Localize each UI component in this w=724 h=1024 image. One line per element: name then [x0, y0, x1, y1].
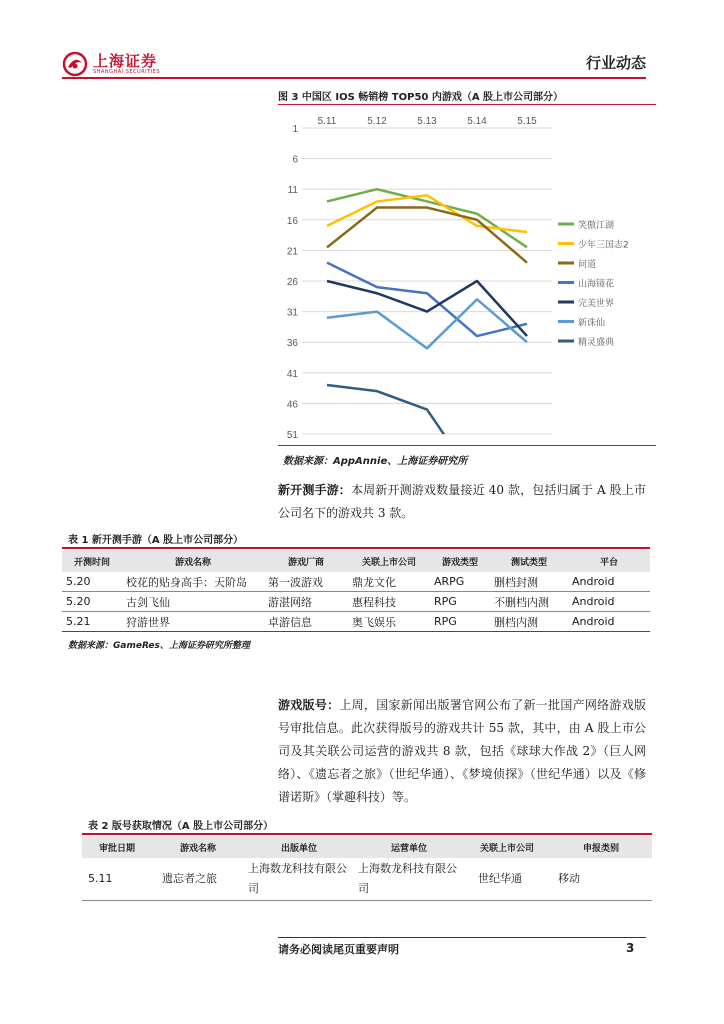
col-header: 测试类型 [490, 550, 568, 572]
y-tick-label: 31 [286, 307, 298, 319]
table-cell: 鼎龙文化 [348, 572, 430, 592]
col-header: 游戏名称 [122, 550, 264, 572]
table-header-row [62, 550, 650, 572]
table-cell: 不删档内测 [490, 592, 568, 612]
y-tick-label: 6 [292, 154, 298, 166]
legend-label: 笑傲江湖 [578, 221, 615, 231]
col-header: 关联上市公司 [464, 836, 550, 858]
license-paragraph [278, 694, 646, 809]
table-cell: 世纪华通 [464, 858, 550, 900]
table-cell: RPG [430, 612, 490, 632]
series-line [327, 385, 477, 442]
col-header: 开测时间 [62, 550, 122, 572]
figure-bottom-rule [278, 445, 656, 446]
table-cell: Android [568, 572, 650, 592]
table-header-row [82, 836, 652, 858]
table-cell: 惠程科技 [348, 592, 430, 612]
y-tick-label: 36 [286, 338, 298, 350]
y-tick-label: 16 [286, 215, 298, 227]
table-cell: Android [568, 592, 650, 612]
y-tick-label: 51 [286, 430, 298, 441]
table-cell: 删档封测 [490, 572, 568, 592]
figure-source: 数据来源：AppAnnie、上海证券研究所 [283, 456, 468, 467]
legend-label: 少年三国志2 [578, 240, 629, 251]
table-cell: Android [568, 612, 650, 632]
footer-divider [278, 937, 646, 938]
header-divider [62, 77, 646, 79]
table-row [62, 612, 650, 632]
legend-label: 新诛仙 [578, 318, 606, 329]
y-tick-label: 46 [286, 399, 298, 411]
license-table [82, 836, 652, 901]
paragraph-label: 游戏版号： [278, 698, 340, 712]
table-row [62, 572, 650, 592]
x-tick-label: 5.14 [467, 116, 487, 127]
legend-label: 山海镜花 [578, 279, 615, 290]
col-header: 运营单位 [354, 836, 464, 858]
ios-topgrossing-line-chart [278, 106, 656, 442]
x-tick-label: 5.13 [417, 116, 437, 127]
table-cell: 上海数龙科技有限公司 [354, 858, 464, 900]
table-cell: 奥飞娱乐 [348, 612, 430, 632]
x-tick-label: 5.11 [317, 116, 337, 127]
table-cell: 上海数龙科技有限公司 [244, 858, 354, 900]
table-row [82, 858, 652, 900]
col-header: 申报类别 [550, 836, 652, 858]
legend-label: 问道 [578, 260, 597, 270]
series-line [327, 263, 527, 336]
x-tick-label: 5.15 [517, 116, 537, 127]
table-row [62, 592, 650, 612]
y-tick-label: 11 [287, 185, 298, 197]
y-tick-label: 26 [286, 277, 298, 288]
table-cell: 删档内测 [490, 612, 568, 632]
table-cell: 5.20 [62, 572, 122, 592]
col-header: 游戏类型 [430, 550, 490, 572]
table2-title: 表 2 版号获取情况（A 股上市公司部分） [88, 821, 274, 832]
y-tick-label: 21 [286, 246, 298, 258]
table-cell: 5.11 [82, 858, 152, 900]
logo-emblem-icon [62, 51, 88, 77]
legend-label: 完美世界 [578, 299, 615, 309]
figure-title: 图 3 中国区 IOS 畅销榜 TOP50 内游戏（A 股上市公司部分） [278, 92, 564, 103]
y-tick-label: 41 [286, 368, 298, 380]
table-cell: 移动 [550, 858, 652, 900]
series-line [327, 299, 527, 348]
paragraph-label: 新开测手游： [278, 483, 351, 497]
y-tick-label: 1 [292, 124, 298, 135]
series-line [327, 281, 527, 336]
table-cell: 游湛网络 [264, 592, 348, 612]
table-cell: 5.20 [62, 592, 122, 612]
series-line [327, 208, 527, 263]
table1-title: 表 1 新开测手游（A 股上市公司部分） [68, 535, 244, 546]
table-cell: 卓游信息 [264, 612, 348, 632]
x-tick-label: 5.12 [367, 116, 387, 127]
series-line [327, 189, 527, 247]
new-test-games-paragraph [278, 479, 646, 525]
table-cell: 遗忘者之旅 [152, 858, 244, 900]
table-cell: ARPG [430, 572, 490, 592]
legend-label: 精灵盛典 [578, 338, 615, 348]
col-header: 关联上市公司 [348, 550, 430, 572]
company-logo [62, 50, 160, 78]
table-cell: 校花的贴身高手：天阶岛 [122, 572, 264, 592]
col-header: 出版单位 [244, 836, 354, 858]
table-cell: RPG [430, 592, 490, 612]
col-header: 平台 [568, 550, 650, 572]
table1-source: 数据来源：GameRes、上海证券研究所整理 [68, 641, 250, 651]
paragraph-text: 上周，国家新闻出版署官网公布了新一批国产网络游戏版号审批信息。此次获得版号的游戏共计 55 款，其中，由 A 股上市公司及其关联公司运营的游戏共 8 款，包括《球球大作战 2》（巨人网络）、《遗忘者之旅》（世纪华通）、《梦境侦探》（世纪华通）以及《修谱诺斯》（掌趣科技）等。 [278, 698, 646, 804]
logo-text: 上海证券 [93, 52, 158, 70]
table2-top-rule [82, 833, 652, 835]
col-header: 游戏厂商 [264, 550, 348, 572]
table-cell: 狩游世界 [122, 612, 264, 632]
figure-top-rule [278, 104, 656, 105]
table1-top-rule [62, 547, 650, 549]
logo-text-en: SHANGHAI SECURITIES [93, 69, 161, 75]
paragraph-text: 本周新开测游戏数量接近 40 款，包括归属于 A 股上市公司名下的游戏共 3 款。 [278, 483, 646, 520]
footer-disclaimer: 请务必阅读尾页重要声明 [278, 943, 399, 956]
table-cell: 古剑飞仙 [122, 592, 264, 612]
table-cell: 5.21 [62, 612, 122, 632]
section-title: 行业动态 [585, 54, 646, 72]
col-header: 审批日期 [82, 836, 152, 858]
new-games-table [62, 550, 650, 632]
table-cell: 第一波游戏 [264, 572, 348, 592]
col-header: 游戏名称 [152, 836, 244, 858]
page-number: 3 [626, 941, 635, 955]
